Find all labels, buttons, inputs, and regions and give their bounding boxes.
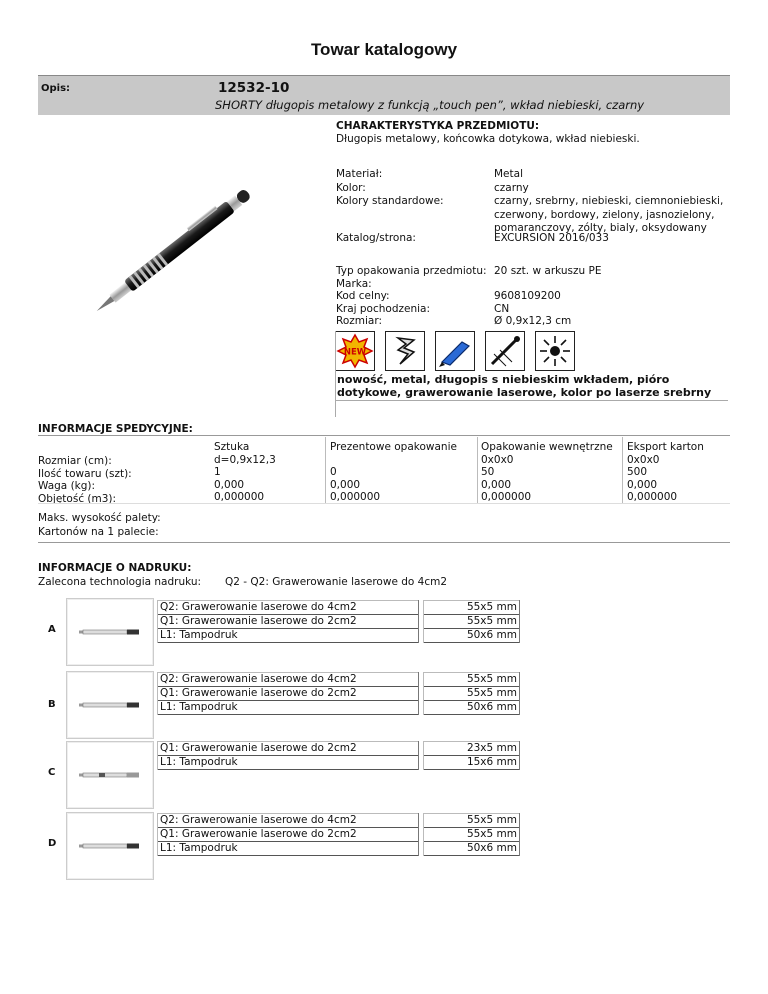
column-divider [477,437,478,503]
print-sizes [423,672,520,715]
properties-group-2 [336,265,487,328]
print-size: 50x6 mm [424,701,519,715]
print-position-label: B [48,699,56,710]
shipping-cell: 0x0x0 [627,453,660,466]
print-size: 23x5 mm [424,741,519,756]
print-method: Q1: Grawerowanie laserowe do 2cm2 [158,687,418,701]
shipping-cell: 0,000 [330,478,361,491]
shipping-cell: 0,000 [627,478,658,491]
property-value: 9608109200 [494,290,561,303]
property-value: EXCURSION 2016/033 [494,232,609,244]
shipping-cell: 0,000 [481,478,512,491]
print-size: 55x5 mm [424,600,519,615]
shipping-cell: 0,000000 [627,491,678,504]
print-sizes [423,813,520,856]
product-code: 12532-10 [218,80,290,96]
shipping-row-label: Waga (kg): [38,480,96,493]
recommended-tech-label: Zalecona technologia nadruku: [38,576,202,588]
section-divider [38,435,730,436]
product-image [80,160,290,320]
shipping-col-header: Opakowanie wewnętrzne [481,441,613,453]
product-description: SHORTY długopis metalowy z funkcją „touch pen”, wkład niebieski, czarny [215,98,645,112]
property-label: Typ opakowania przedmiotu: [336,265,487,277]
property-label: Materiał: [336,168,383,180]
shipping-cell: 0 [330,466,337,479]
print-position-thumbnail [66,741,154,809]
pen-thumbnail-icon [79,843,141,849]
pallet-height-label: Maks. wysokość palety: [38,512,161,524]
print-size: 55x5 mm [424,687,519,701]
print-size: 15x6 mm [424,756,519,770]
property-label: Katalog/strona: [336,232,416,244]
property-label: Marka: [336,277,372,290]
shipping-cell: 0,000000 [481,491,532,504]
section-divider [38,542,730,543]
print-position-thumbnail [66,598,154,666]
print-method: Q2: Grawerowanie laserowe do 4cm2 [158,600,418,615]
print-method: L1: Tampodruk [158,842,418,856]
shipping-cell: 50 [481,466,495,479]
divider [38,503,730,504]
print-size: 55x5 mm [424,615,519,629]
print-methods [157,813,419,856]
property-value: CN [494,302,510,315]
shipping-heading: INFORMACJE SPEDYCYJNE: [38,423,193,435]
print-position-label: A [48,624,56,635]
print-method: Q1: Grawerowanie laserowe do 2cm2 [158,741,418,756]
metal-icon [385,331,425,371]
shipping-col-gift [330,441,457,504]
print-size: 50x6 mm [424,842,519,856]
pen-thumbnail-icon [79,772,141,778]
shipping-col-inner [481,441,613,504]
shipping-cell: d=0,9x12,3 [214,453,276,466]
shipping-col-header: Prezentowe opakowanie [330,441,457,453]
print-sizes [423,600,520,643]
shipping-row-label: Objętość (m3): [38,492,117,505]
pen-thumbnail-icon [79,702,141,708]
feature-icons [335,331,727,371]
shipping-col-sztuka [214,441,276,504]
property-label: Kolor: [336,181,366,194]
product-header [38,75,730,115]
column-divider [622,437,623,503]
shipping-cell: 0,000000 [330,491,381,504]
property-value: Ø 0,9x12,3 cm [494,315,572,328]
print-size: 55x5 mm [424,813,519,828]
print-size: 55x5 mm [424,828,519,842]
properties-values-2 [494,265,602,328]
shipping-col-export [627,441,704,504]
property-label: Rozmiar: [336,315,383,328]
shipping-row-label: Ilość towaru (szt): [38,467,132,480]
new-badge-icon [335,331,375,371]
divider [335,331,336,417]
property-value: czarny [494,181,529,194]
print-method: Q1: Grawerowanie laserowe do 2cm2 [158,828,418,842]
print-method: Q2: Grawerowanie laserowe do 4cm2 [158,672,418,687]
shipping-col-header: Sztuka [214,441,250,453]
shipping-cell: 500 [627,466,648,479]
properties-values-1 [494,168,730,236]
print-position-label: D [48,838,57,849]
shipping-row-label: Rozmiar (cm): [38,455,112,467]
shipping-row-labels [38,455,132,505]
print-position-thumbnail [66,671,154,739]
shipping-cell [330,454,457,467]
laser-engraving-icon [535,331,575,371]
printing-heading: INFORMACJE O NADRUKU: [38,562,192,574]
pen-thumbnail-icon [79,629,141,635]
property-label: Kod celny: [336,290,390,303]
property-label: Kraj pochodzenia: [336,302,431,315]
property-value [494,278,602,291]
print-methods [157,600,419,643]
print-method: Q1: Grawerowanie laserowe do 2cm2 [158,615,418,629]
stylus-pen-icon [485,331,525,371]
characteristics-heading: CHARAKTERYSTYKA PRZEDMIOTU: [336,120,540,132]
print-methods [157,672,419,715]
print-method: L1: Tampodruk [158,629,418,643]
ballpen-icon [435,331,475,371]
print-sizes [423,741,520,770]
print-methods [157,741,419,770]
properties-group-1 [336,168,444,209]
recommended-tech-value: Q2 - Q2: Grawerowanie laserowe do 4cm2 [225,576,448,588]
property-value: Metal [494,168,523,180]
shipping-cell: 0,000000 [214,491,265,504]
property-value: 20 szt. w arkuszu PE [494,265,602,277]
divider [336,400,728,401]
print-position-label: C [48,767,56,778]
shipping-cell: 1 [214,466,221,479]
feature-tags: nowość, metal, długopis s niebieskim wkładem, pióro dotykowe, grawerowanie laserowe, kolor po laserze srebrny [337,373,712,399]
property-value: czarny, srebrny, niebieski, ciemnoniebieski, czerwony, bordowy, zielony, jasnozielony, pomaranczovy, zólty, bialy, oksydowany [494,195,724,234]
print-method: L1: Tampodruk [158,756,418,770]
column-divider [325,437,326,503]
shipping-cell: 0,000 [214,478,245,491]
print-method: L1: Tampodruk [158,701,418,715]
shipping-col-header: Eksport karton [627,441,704,453]
print-size: 55x5 mm [424,672,519,687]
property-label: Kolory standardowe: [336,195,444,207]
description-label: Opis: [41,83,71,94]
print-size: 50x6 mm [424,629,519,643]
pallet-info [38,512,161,539]
print-method: Q2: Grawerowanie laserowe do 4cm2 [158,813,418,828]
characteristics-text: Długopis metalowy, końcowka dotykowa, wkład niebieski. [336,133,640,145]
print-position-thumbnail [66,812,154,880]
page-title: Towar katalogowy [310,40,458,59]
cartons-per-pallet-label: Kartonów na 1 palecie: [38,525,159,538]
shipping-cell: 0x0x0 [481,453,514,466]
new-badge-text: NEW [343,347,367,358]
